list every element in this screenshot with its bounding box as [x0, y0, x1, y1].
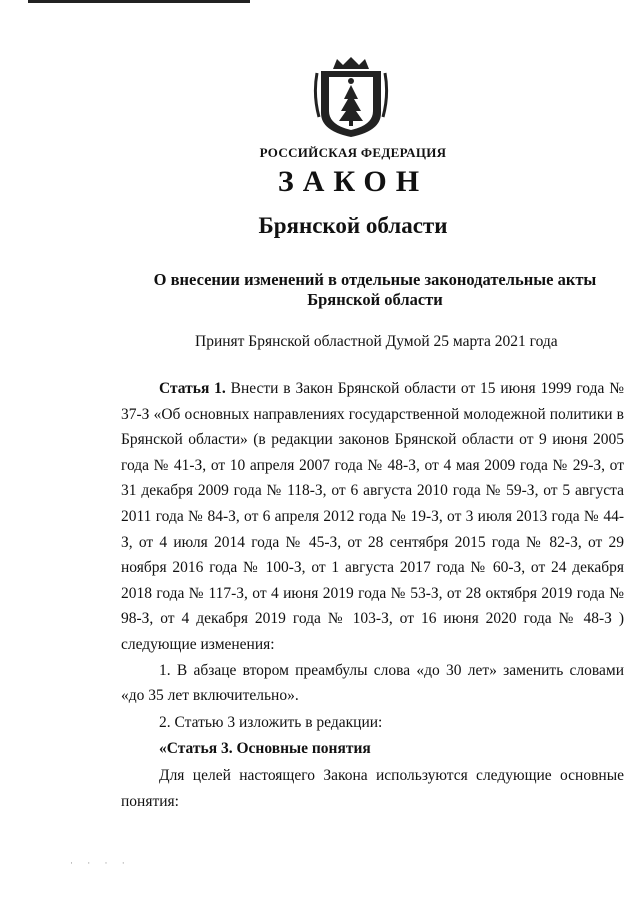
- item-1-paragraph: 1. В абзаце втором преамбулы слова «до 30 лет» заменить словами «до 35 лет включительно».: [121, 661, 624, 705]
- article-1-paragraph: [121, 376, 624, 658]
- scan-edge-line: [28, 0, 250, 3]
- item-2-paragraph: 2. Статью 3 изложить в редакции:: [159, 713, 383, 731]
- article-3-heading-text: «Статья 3. Основные понятия: [159, 740, 371, 758]
- region-heading: Брянской области: [258, 213, 448, 238]
- article-1-label: Статья 1.: [159, 380, 226, 397]
- bryansk-coat-of-arms-emblem: [313, 55, 389, 139]
- document-type-heading: ЗАКОН: [277, 165, 429, 198]
- law-body: [121, 376, 624, 814]
- country-heading: РОССИЙСКАЯ ФЕДЕРАЦИЯ: [259, 145, 447, 160]
- article-1-text: Внести в Закон Брянской области от 15 июня 1999 года № 37-З «Об основных направлениях государственной молодежной политики в Брянской области» (в редакции законов Брянской области от 9 июня 2005 года № 41-З, от 10 апреля 2007 года № 48-З, от 4 мая 2009 года № 29-З, от 31 декабря 2009 года № 118-З, от 6 августа 2010 года № 59-З, от 5 августа 2011 года № 84-З, от 6 апреля 2012 года № 19-З, от 3 июля 2013 года № 44-З, от 4 июля 2014 года № 45-З, от 28 сентября 2015 года № 82-З, от 29 ноября 2016 года № 100-З, от 1 августа 2017 года № 60-З, от 24 декабря 2018 года № 117-З, от 4 июня 2019 года № 53-З, от 28 октября 2019 года № 98-З, от 4 декабря 2019 года № 103-З, от 16 июня 2020 года № 48-З ) следующие изменения:: [121, 380, 624, 653]
- article-3-intro-paragraph: Для целей настоящего Закона используются следующие основные понятия:: [121, 766, 624, 810]
- adoption-line: Принят Брянской областной Думой 25 марта 2021 года: [195, 333, 558, 350]
- article-3-heading: [121, 736, 624, 762]
- law-title: О внесении изменений в отдельные законодательные акты Брянской области: [153, 270, 597, 309]
- scan-noise-dots: · · · ·: [70, 858, 131, 868]
